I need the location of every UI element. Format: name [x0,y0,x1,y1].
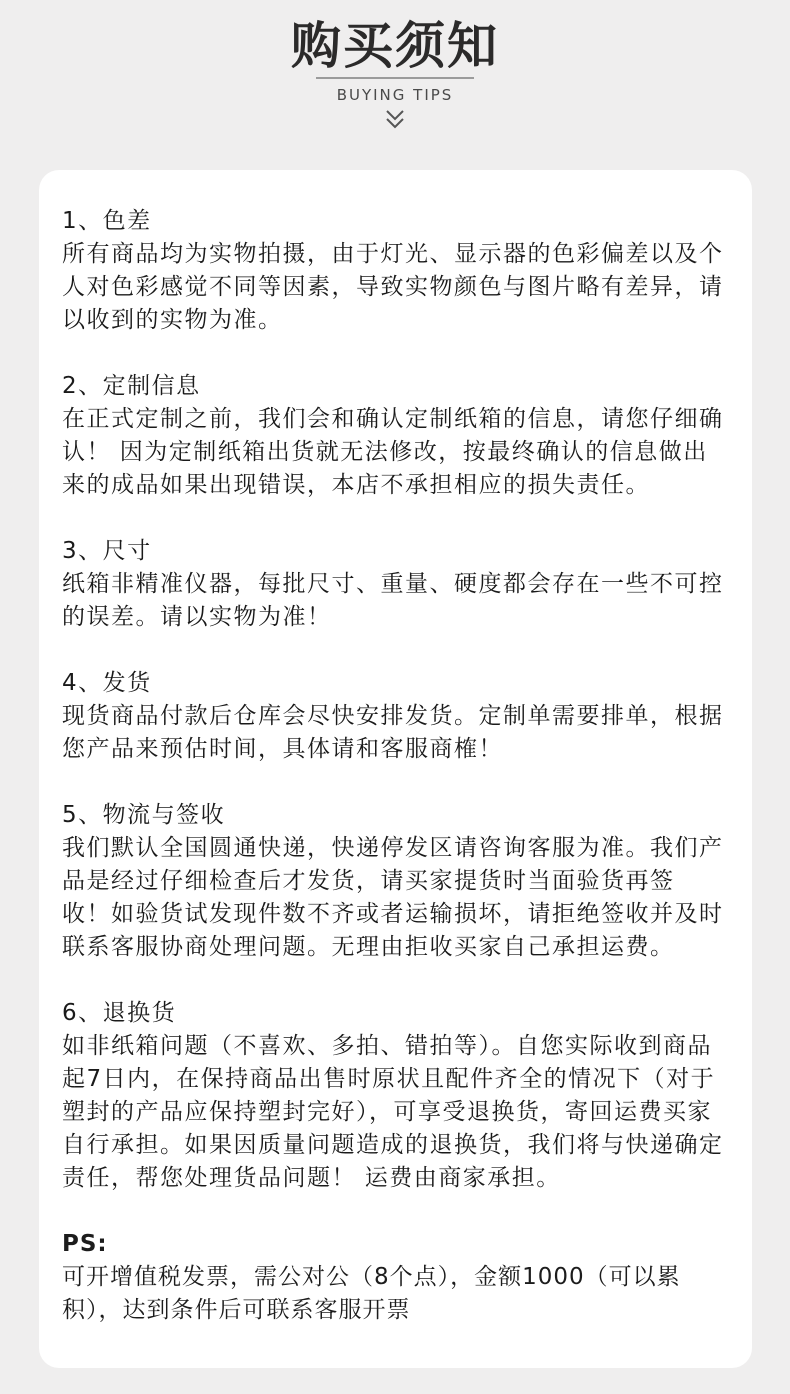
page-header [0,0,790,150]
section-title: 1、色差 [62,208,152,234]
section-line: 纸箱非精准仪器，每批尺寸、重量、硬度都会存在一些不可控 [62,571,724,597]
double-chevron-down-icon [383,108,407,132]
section-line: 您产品来预估时间，具体请和客服商榷！ [62,736,503,762]
section-line: 认！ 因为定制纸箱出货就无法修改，按最终确认的信息做出 [62,439,708,465]
section-body [62,403,734,502]
page-subtitle: BUYING TIPS [336,86,454,104]
section-line: 收！如验货试发现件数不齐或者运输损坏，请拒绝签收并及时 [62,901,724,927]
section-line: 来的成品如果出现错误，本店不承担相应的损失责任。 [62,472,650,498]
section-returns [62,997,734,1195]
section-line: 自行承担。如果因质量问题造成的退换货，我们将与快递确定 [62,1132,724,1158]
page-title: 购买须知 [291,17,499,75]
section-title: 5、物流与签收 [62,802,226,828]
ps-line: 积），达到条件后可联系客服开票 [62,1297,411,1323]
section-line: 联系客服协商处理问题。无理由拒收买家自己承担运费。 [62,934,675,960]
title-divider [316,77,474,79]
section-color-difference [62,205,734,337]
section-title: 4、发货 [62,670,152,696]
section-line: 现货商品付款后仓库会尽快安排发货。定制单需要排单，根据 [62,703,724,729]
section-line: 品是经过仔细检查后才发货，请买家提货时当面验货再签 [62,868,675,894]
section-line: 塑封的产品应保持塑封完好），可享受退换货，寄回运费买家 [62,1099,712,1125]
ps-line: 可开增值税发票，需公对公（8个点），金额1000（可以累 [62,1264,681,1290]
section-line: 的误差。请以实物为准！ [62,604,332,630]
section-body [62,700,734,766]
section-line: 起7日内，在保持商品出售时原状且配件齐全的情况下（对于 [62,1066,716,1092]
section-size [62,535,734,634]
section-title: 3、尺寸 [62,538,152,564]
section-body [62,238,734,337]
section-line: 我们默认全国圆通快递，快递停发区请咨询客服为准。我们产 [62,835,724,861]
section-line: 所有商品均为实物拍摄，由于灯光、显示器的色彩偏差以及个 [62,241,724,267]
section-body [62,832,734,964]
section-body [62,1030,734,1195]
section-title: 2、定制信息 [62,373,201,399]
ps-title: PS: [62,1231,108,1257]
section-line: 在正式定制之前，我们会和确认定制纸箱的信息，请您仔细确 [62,406,724,432]
section-line: 如非纸箱问题（不喜欢、多拍、错拍等）。自您实际收到商品 [62,1033,712,1059]
section-logistics [62,799,734,964]
tips-content [62,205,734,1360]
section-line: 以收到的实物为准。 [62,307,283,333]
section-body [62,568,734,634]
section-shipping [62,667,734,766]
ps-body [62,1261,734,1327]
section-title: 6、退换货 [62,1000,177,1026]
section-ps [62,1228,734,1327]
section-line: 人对色彩感觉不同等因素，导致实物颜色与图片略有差异，请 [62,274,724,300]
section-line: 责任，帮您处理货品问题！ 运费由商家承担。 [62,1165,561,1191]
section-customization [62,370,734,502]
